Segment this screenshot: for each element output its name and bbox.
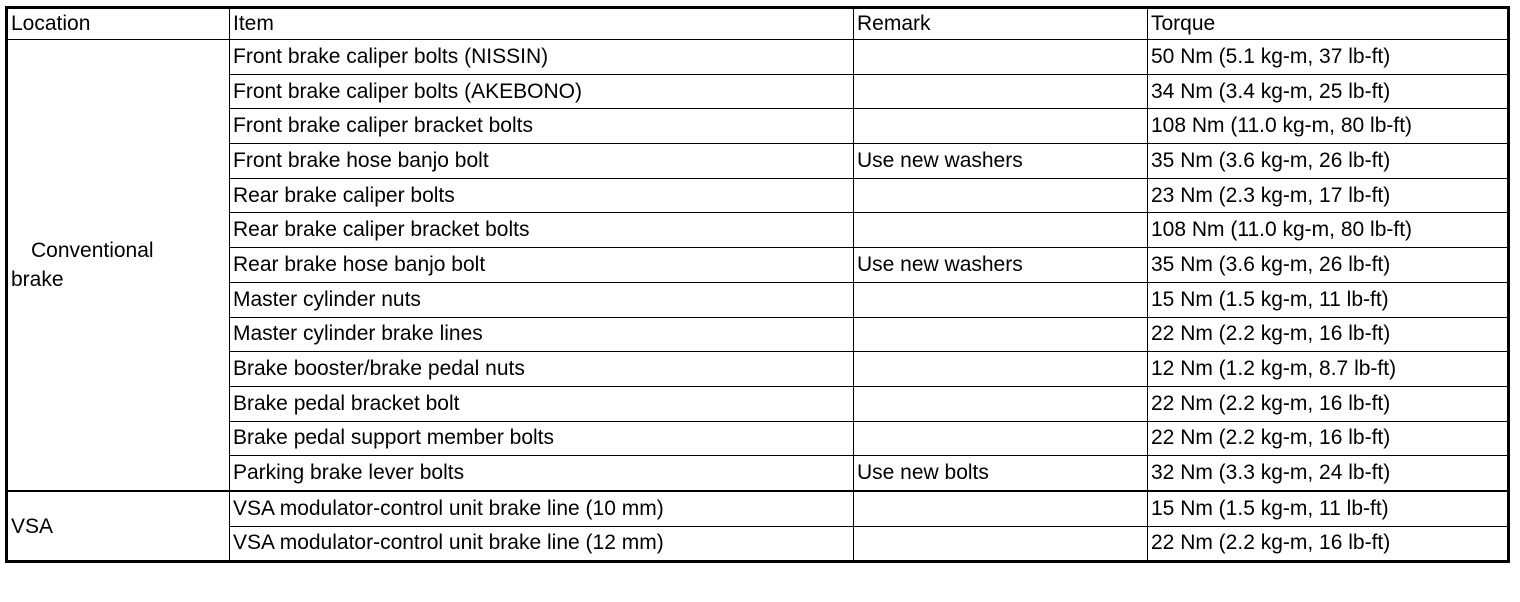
item-cell: Brake booster/brake pedal nuts [230,352,854,387]
item-cell: Rear brake caliper bolts [230,178,854,213]
column-header-torque: Torque [1148,8,1509,40]
remark-cell: Use new washers [854,144,1148,179]
item-cell: VSA modulator-control unit brake line (12 mm) [230,526,854,562]
table-body [7,40,1509,562]
table-row [7,526,1509,562]
remark-cell [854,40,1148,75]
remark-cell [854,178,1148,213]
torque-cell: 35 Nm (3.6 kg-m, 26 lb-ft) [1148,144,1509,179]
item-cell: Parking brake lever bolts [230,456,854,491]
location-cell [7,491,230,562]
column-header-location: Location [7,8,230,40]
remark-cell [854,213,1148,248]
torque-cell: 34 Nm (3.4 kg-m, 25 lb-ft) [1148,74,1509,109]
column-header-remark: Remark [854,8,1148,40]
table-row [7,213,1509,248]
remark-cell [854,109,1148,144]
torque-cell: 50 Nm (5.1 kg-m, 37 lb-ft) [1148,40,1509,75]
torque-cell: 22 Nm (2.2 kg-m, 16 lb-ft) [1148,317,1509,352]
location-label-line1: Conventional [31,238,154,262]
torque-spec-sheet [5,6,1510,563]
item-cell: Front brake caliper bolts (NISSIN) [230,40,854,75]
item-cell: Brake pedal support member bolts [230,421,854,456]
table-header-row [7,8,1509,40]
table-row [7,421,1509,456]
remark-cell [854,282,1148,317]
torque-cell: 35 Nm (3.6 kg-m, 26 lb-ft) [1148,248,1509,283]
item-cell: Brake pedal bracket bolt [230,386,854,421]
location-cell [7,40,230,491]
table-row [7,74,1509,109]
torque-spec-table [5,6,1510,563]
torque-cell: 15 Nm (1.5 kg-m, 11 lb-ft) [1148,491,1509,526]
table-row [7,491,1509,526]
remark-cell [854,491,1148,526]
item-cell: Front brake caliper bolts (AKEBONO) [230,74,854,109]
table-row [7,282,1509,317]
remark-cell: Use new bolts [854,456,1148,491]
location-label-line2: VSA [11,514,54,538]
item-cell: Rear brake caliper bracket bolts [230,213,854,248]
table-row [7,248,1509,283]
torque-cell: 22 Nm (2.2 kg-m, 16 lb-ft) [1148,386,1509,421]
table-row [7,456,1509,491]
torque-cell: 12 Nm (1.2 kg-m, 8.7 lb-ft) [1148,352,1509,387]
torque-cell: 22 Nm (2.2 kg-m, 16 lb-ft) [1148,526,1509,562]
remark-cell [854,317,1148,352]
table-row [7,109,1509,144]
remark-cell [854,421,1148,456]
table-row [7,352,1509,387]
item-cell: VSA modulator-control unit brake line (10 mm) [230,491,854,526]
column-header-item: Item [230,8,854,40]
table-row [7,317,1509,352]
torque-cell: 108 Nm (11.0 kg-m, 80 lb-ft) [1148,109,1509,144]
location-label-line2: brake [11,267,64,291]
table-row [7,144,1509,179]
item-cell: Master cylinder brake lines [230,317,854,352]
remark-cell: Use new washers [854,248,1148,283]
remark-cell [854,74,1148,109]
table-row [7,386,1509,421]
remark-cell [854,526,1148,562]
torque-cell: 23 Nm (2.3 kg-m, 17 lb-ft) [1148,178,1509,213]
item-cell: Master cylinder nuts [230,282,854,317]
table-row [7,178,1509,213]
table-row [7,40,1509,75]
torque-cell: 108 Nm (11.0 kg-m, 80 lb-ft) [1148,213,1509,248]
remark-cell [854,386,1148,421]
remark-cell [854,352,1148,387]
item-cell: Front brake caliper bracket bolts [230,109,854,144]
item-cell: Rear brake hose banjo bolt [230,248,854,283]
item-cell: Front brake hose banjo bolt [230,144,854,179]
torque-cell: 22 Nm (2.2 kg-m, 16 lb-ft) [1148,421,1509,456]
torque-cell: 15 Nm (1.5 kg-m, 11 lb-ft) [1148,282,1509,317]
torque-cell: 32 Nm (3.3 kg-m, 24 lb-ft) [1148,456,1509,491]
